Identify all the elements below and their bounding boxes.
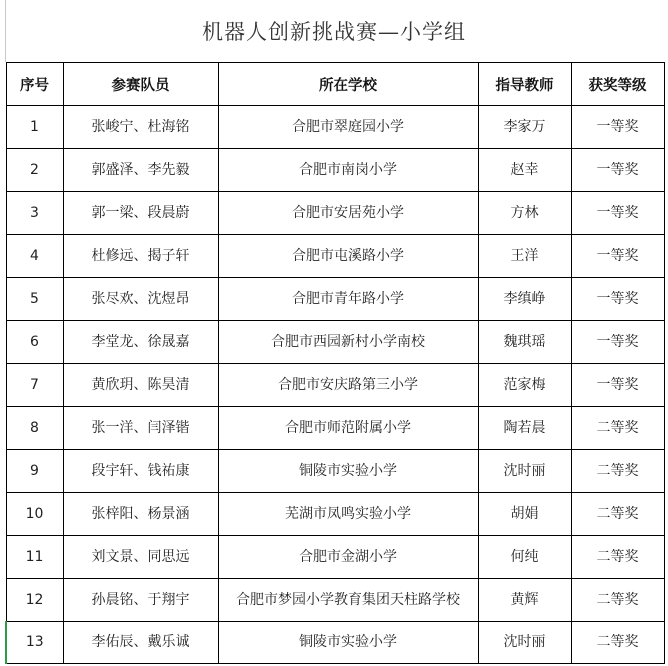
cell-school[interactable]: 合肥市南岗小学 — [218, 149, 478, 192]
header-school[interactable]: 所在学校 — [218, 63, 478, 106]
header-award[interactable]: 获奖等级 — [571, 63, 664, 106]
cell-index[interactable]: 1 — [6, 106, 63, 149]
cell-index[interactable]: 10 — [6, 493, 63, 536]
cell-members[interactable]: 张一洋、闫泽锴 — [63, 407, 218, 450]
cell-members[interactable]: 杜修远、揭子轩 — [63, 235, 218, 278]
cell-teacher[interactable]: 何纯 — [478, 536, 571, 579]
cell-members[interactable]: 张峻宁、杜海铭 — [63, 106, 218, 149]
cell-members[interactable]: 段宇轩、钱祐康 — [63, 450, 218, 493]
table-row — [6, 536, 664, 579]
cell-school[interactable]: 合肥市西园新村小学南校 — [218, 321, 478, 364]
cell-school[interactable]: 合肥市梦园小学教育集团天柱路学校 — [218, 579, 478, 622]
table-row — [6, 235, 664, 278]
cell-index[interactable]: 2 — [6, 149, 63, 192]
cell-teacher[interactable]: 魏琪瑶 — [478, 321, 571, 364]
cell-school[interactable]: 芜湖市凤鸣实验小学 — [218, 493, 478, 536]
cell-members[interactable]: 郭盛泽、李先毅 — [63, 149, 218, 192]
cell-award[interactable]: 二等奖 — [571, 493, 664, 536]
cell-award[interactable]: 一等奖 — [571, 149, 664, 192]
cell-teacher[interactable]: 方林 — [478, 192, 571, 235]
cell-teacher[interactable]: 沈时丽 — [478, 450, 571, 493]
table-row — [6, 407, 664, 450]
cell-school[interactable]: 铜陵市实验小学 — [218, 450, 478, 493]
cell-school[interactable]: 合肥市翠庭园小学 — [218, 106, 478, 149]
cell-award[interactable]: 一等奖 — [571, 106, 664, 149]
cell-teacher[interactable]: 李家万 — [478, 106, 571, 149]
cell-school[interactable]: 合肥市屯溪路小学 — [218, 235, 478, 278]
cell-index[interactable]: 12 — [6, 579, 63, 622]
header-members[interactable]: 参赛队员 — [63, 63, 218, 106]
cell-index[interactable]: 9 — [6, 450, 63, 493]
table-row — [6, 278, 664, 321]
cell-teacher[interactable]: 胡娟 — [478, 493, 571, 536]
award-table — [5, 62, 665, 664]
cell-index[interactable]: 6 — [6, 321, 63, 364]
cell-school[interactable]: 铜陵市实验小学 — [218, 622, 478, 664]
table-row — [6, 622, 664, 664]
cell-award[interactable]: 一等奖 — [571, 235, 664, 278]
cell-teacher[interactable]: 王洋 — [478, 235, 571, 278]
cell-index-selected[interactable]: 13 — [6, 622, 63, 664]
cell-award[interactable]: 二等奖 — [571, 407, 664, 450]
table-row — [6, 106, 664, 149]
cell-index[interactable]: 8 — [6, 407, 63, 450]
cell-index[interactable]: 3 — [6, 192, 63, 235]
cell-teacher[interactable]: 赵幸 — [478, 149, 571, 192]
table-row — [6, 192, 664, 235]
cell-school[interactable]: 合肥市金湖小学 — [218, 536, 478, 579]
cell-award[interactable]: 一等奖 — [571, 321, 664, 364]
cell-school[interactable]: 合肥市安居苑小学 — [218, 192, 478, 235]
header-row — [6, 63, 664, 106]
cell-teacher[interactable]: 李缜峥 — [478, 278, 571, 321]
cell-school[interactable]: 合肥市青年路小学 — [218, 278, 478, 321]
cell-school[interactable]: 合肥市安庆路第三小学 — [218, 364, 478, 407]
table-row — [6, 450, 664, 493]
table-row — [6, 493, 664, 536]
cell-members[interactable]: 郭一梁、段晨蔚 — [63, 192, 218, 235]
table-row — [6, 364, 664, 407]
cell-members[interactable]: 孙晨铭、于翔宇 — [63, 579, 218, 622]
table-row — [6, 321, 664, 364]
cell-award[interactable]: 二等奖 — [571, 579, 664, 622]
cell-award[interactable]: 一等奖 — [571, 192, 664, 235]
cell-members[interactable]: 张尽欢、沈煜昂 — [63, 278, 218, 321]
cell-award[interactable]: 一等奖 — [571, 278, 664, 321]
cell-members[interactable]: 李堂龙、徐晟嘉 — [63, 321, 218, 364]
cell-members[interactable]: 张梓阳、杨景涵 — [63, 493, 218, 536]
cell-award[interactable]: 二等奖 — [571, 536, 664, 579]
cell-teacher[interactable]: 黄辉 — [478, 579, 571, 622]
cell-teacher[interactable]: 范家梅 — [478, 364, 571, 407]
header-teacher[interactable]: 指导教师 — [478, 63, 571, 106]
cell-index[interactable]: 7 — [6, 364, 63, 407]
cell-members[interactable]: 刘文景、同思远 — [63, 536, 218, 579]
cell-school[interactable]: 合肥市师范附属小学 — [218, 407, 478, 450]
table-row — [6, 149, 664, 192]
sheet-title: 机器人创新挑战赛—小学组 — [202, 20, 466, 44]
cell-award[interactable]: 二等奖 — [571, 622, 664, 664]
cell-members[interactable]: 黄欣玥、陈昊清 — [63, 364, 218, 407]
cell-members[interactable]: 李佑辰、戴乐诚 — [63, 622, 218, 664]
cell-award[interactable]: 二等奖 — [571, 450, 664, 493]
cell-teacher[interactable]: 沈时丽 — [478, 622, 571, 664]
cell-teacher[interactable]: 陶若晨 — [478, 407, 571, 450]
cell-index[interactable]: 11 — [6, 536, 63, 579]
cell-index[interactable]: 5 — [6, 278, 63, 321]
cell-index[interactable]: 4 — [6, 235, 63, 278]
table-row — [6, 579, 664, 622]
cell-award[interactable]: 一等奖 — [571, 364, 664, 407]
header-index[interactable]: 序号 — [6, 63, 63, 106]
